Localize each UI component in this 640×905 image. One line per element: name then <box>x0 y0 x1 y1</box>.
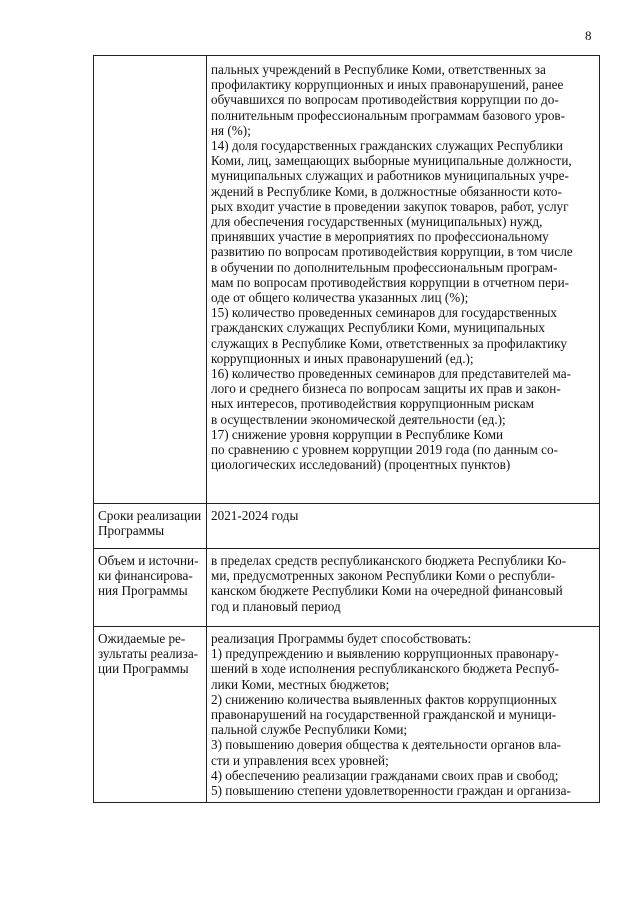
page-number: 8 <box>585 28 592 43</box>
text-line: в обучении по дополнительным профессиональным програм- <box>211 259 558 275</box>
text-line: по сравнению с уровнем коррупции 2019 года (по данным со- <box>211 442 559 458</box>
text-line: шений в ходе исполнения республиканского бюджета Респуб- <box>211 661 560 677</box>
text-line: пальных учреждений в Республике Коми, ответственных за <box>211 62 546 77</box>
text-line: мам по вопросам противодействия коррупции в отчетном пери- <box>211 274 570 290</box>
text-line: муниципальных служащих и работников муниципальных учре- <box>211 168 569 184</box>
text-line: профилактику коррупционных и иных правонарушений, ранее <box>211 77 564 93</box>
label-line: ния Программы <box>98 583 188 599</box>
text-line: рых входит участие в проведении закупок товаров, работ, услуг <box>211 198 569 214</box>
table-row-funding <box>94 549 600 627</box>
label-line: Ожидаемые ре- <box>98 631 186 646</box>
text-line: оде от общего количества указанных лиц (%); <box>211 290 469 306</box>
label-line: Объем и источни- <box>98 553 199 568</box>
expected-results-text <box>207 627 600 803</box>
funding-text <box>207 549 600 627</box>
table-row-implementation-terms <box>94 504 600 549</box>
text-line: 2021-2024 годы <box>211 508 299 523</box>
text-line: ми, предусмотренных законом Республики Коми о республи- <box>211 568 555 584</box>
text-line: 1) предупреждению и выявлению коррупционных правонару- <box>211 646 559 662</box>
label-line: зультаты реализа- <box>98 646 199 662</box>
text-line: правонарушений на государственной гражданской и муници- <box>211 707 557 723</box>
text-line: циологических исследований) (процентных пунктов) <box>211 457 511 473</box>
text-line: коррупционных и иных правонарушений (ед.); <box>211 350 474 366</box>
row-label-empty <box>94 56 207 504</box>
table-row-expected-results <box>94 627 600 803</box>
text-line: 17) снижение уровня коррупции в Республике Коми <box>211 426 504 442</box>
text-line: в осуществлении экономической деятельности (ед.); <box>211 411 506 427</box>
text-line: в пределах средств республиканского бюджета Республики Ко- <box>211 553 567 568</box>
text-line: ных интересов, противодействия коррупционным рискам <box>211 396 534 412</box>
text-line: 15) количество проведенных семинаров для государственных <box>211 305 557 321</box>
text-line: для обеспечения государственных (муниципальных) нужд, <box>211 214 543 230</box>
text-line: 16) количество проведенных семинаров для представителей ма- <box>211 366 572 382</box>
text-line: 4) обеспечению реализации гражданами своих прав и свобод; <box>211 767 559 783</box>
text-line: лики Коми, местных бюджетов; <box>211 676 390 692</box>
program-passport-table <box>93 55 600 803</box>
implementation-terms-text <box>207 504 600 549</box>
label-line: ки финансирова- <box>98 568 193 584</box>
text-line: 3) повышению доверия общества к деятельности органов вла- <box>211 737 562 753</box>
row-label-terms <box>94 504 207 549</box>
text-line: пальной службе Республики Коми; <box>211 722 408 738</box>
table-row-target-indicators <box>94 56 600 504</box>
text-line: Коми, лиц, замещающих выборные муниципальные должности, <box>211 153 572 169</box>
label-line: Программы <box>98 523 165 539</box>
text-line: ня (%); <box>211 122 251 138</box>
text-line: 2) снижению количества выявленных фактов коррупционных <box>211 691 557 707</box>
text-line: полнительным профессиональным программам базового уров- <box>211 107 566 123</box>
row-label-results <box>94 627 207 803</box>
text-line: ждений в Республике Коми, в должностные обязанности кото- <box>211 183 562 199</box>
text-line: лого и среднего бизнеса по вопросам защиты их прав и закон- <box>211 381 561 397</box>
text-line: принявших участие в мероприятиях по профессиональному <box>211 229 549 245</box>
text-line: год и плановый период <box>211 598 341 614</box>
text-line: служащих в Республике Коми, ответственных за профилактику <box>211 335 567 351</box>
target-indicators-text <box>207 56 600 504</box>
label-line: ции Программы <box>98 661 189 677</box>
text-line: канском бюджете Республики Коми на очередной финансовый <box>211 583 563 599</box>
text-line: 5) повышению степени удовлетворенности граждан и организа- <box>211 783 571 799</box>
text-line: гражданских служащих Республики Коми, муниципальных <box>211 320 545 336</box>
text-line: 14) доля государственных гражданских служащих Республики <box>211 138 563 154</box>
text-line: сти и управления всех уровней; <box>211 752 389 768</box>
text-line: реализация Программы будет способствовать: <box>211 631 472 646</box>
label-line: Сроки реализации <box>98 508 202 523</box>
text-line: обучавшихся по вопросам противодействия коррупции по до- <box>211 92 559 108</box>
row-label-funding <box>94 549 207 627</box>
text-line: развитию по вопросам противодействия коррупции, в том числе <box>211 244 573 260</box>
